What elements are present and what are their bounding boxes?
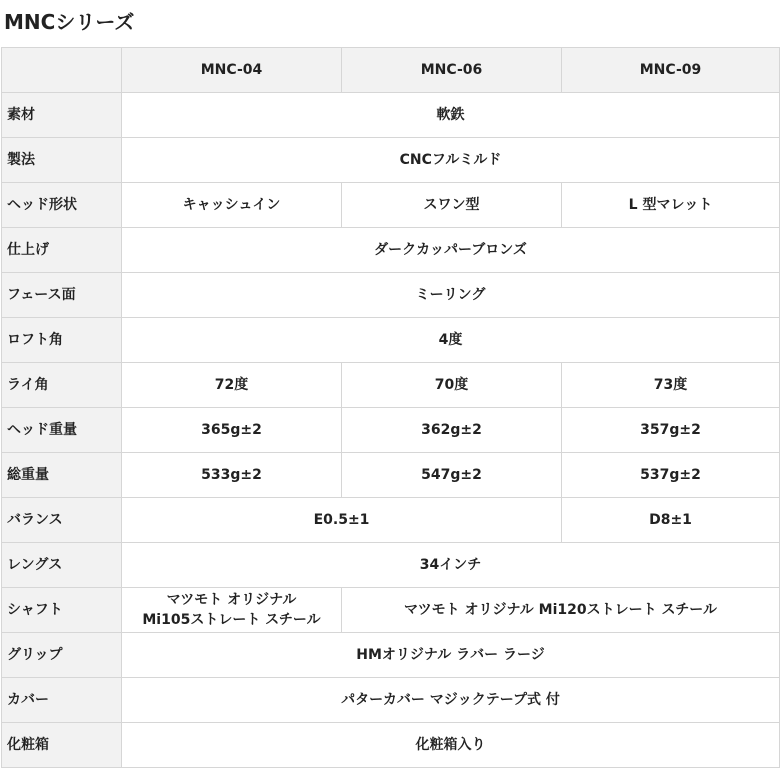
table-row-material <box>2 93 780 138</box>
table-row-head-shape <box>2 183 780 228</box>
column-header-mnc-06: MNC-06 <box>342 48 562 93</box>
header-corner-cell <box>2 48 122 93</box>
row-label-balance: バランス <box>2 498 122 543</box>
row-label-finish: 仕上げ <box>2 228 122 273</box>
cell-box: 化粧箱入り <box>122 723 780 768</box>
row-label-total-weight: 総重量 <box>2 453 122 498</box>
row-label-loft: ロフト角 <box>2 318 122 363</box>
table-row-finish <box>2 228 780 273</box>
cell-method: CNCフルミルド <box>122 138 780 183</box>
cell-head-shape-09: L 型マレット <box>562 183 780 228</box>
row-label-shaft: シャフト <box>2 588 122 633</box>
cell-shaft-04-line2: Mi105ストレート スチール <box>142 612 321 628</box>
row-label-cover: カバー <box>2 678 122 723</box>
table-row-method <box>2 138 780 183</box>
cell-balance-04-06: E0.5±1 <box>122 498 562 543</box>
column-header-mnc-09: MNC-09 <box>562 48 780 93</box>
row-label-material: 素材 <box>2 93 122 138</box>
cell-face: ミーリング <box>122 273 780 318</box>
row-label-head-weight: ヘッド重量 <box>2 408 122 453</box>
table-row-face <box>2 273 780 318</box>
table-header-row <box>2 48 780 93</box>
cell-loft: 4度 <box>122 318 780 363</box>
page-title: MNCシリーズ <box>4 10 135 34</box>
cell-head-shape-04: キャッシュイン <box>122 183 342 228</box>
table-row-lie <box>2 363 780 408</box>
cell-material: 軟鉄 <box>122 93 780 138</box>
row-label-lie: ライ角 <box>2 363 122 408</box>
table-row-total-weight <box>2 453 780 498</box>
table-row-head-weight <box>2 408 780 453</box>
table-row-shaft <box>2 588 780 633</box>
cell-total-weight-06: 547g±2 <box>342 453 562 498</box>
row-label-grip: グリップ <box>2 633 122 678</box>
cell-shaft-04 <box>122 588 342 633</box>
row-label-box: 化粧箱 <box>2 723 122 768</box>
column-header-mnc-04: MNC-04 <box>122 48 342 93</box>
spec-table <box>1 47 780 768</box>
cell-cover: パターカバー マジックテープ式 付 <box>122 678 780 723</box>
cell-total-weight-09: 537g±2 <box>562 453 780 498</box>
cell-lie-06: 70度 <box>342 363 562 408</box>
cell-balance-09: D8±1 <box>562 498 780 543</box>
cell-lie-04: 72度 <box>122 363 342 408</box>
cell-head-weight-06: 362g±2 <box>342 408 562 453</box>
cell-grip: HMオリジナル ラバー ラージ <box>122 633 780 678</box>
cell-finish: ダークカッパーブロンズ <box>122 228 780 273</box>
table-row-box <box>2 723 780 768</box>
row-label-face: フェース面 <box>2 273 122 318</box>
cell-length: 34インチ <box>122 543 780 588</box>
table-row-cover <box>2 678 780 723</box>
table-row-length <box>2 543 780 588</box>
cell-shaft-06-09: マツモト オリジナル Mi120ストレート スチール <box>342 588 780 633</box>
table-row-grip <box>2 633 780 678</box>
row-label-head-shape: ヘッド形状 <box>2 183 122 228</box>
table-row-loft <box>2 318 780 363</box>
table-row-balance <box>2 498 780 543</box>
row-label-length: レングス <box>2 543 122 588</box>
cell-shaft-04-line1: マツモト オリジナル <box>166 592 297 608</box>
cell-head-shape-06: スワン型 <box>342 183 562 228</box>
cell-lie-09: 73度 <box>562 363 780 408</box>
cell-head-weight-04: 365g±2 <box>122 408 342 453</box>
cell-head-weight-09: 357g±2 <box>562 408 780 453</box>
row-label-method: 製法 <box>2 138 122 183</box>
cell-total-weight-04: 533g±2 <box>122 453 342 498</box>
